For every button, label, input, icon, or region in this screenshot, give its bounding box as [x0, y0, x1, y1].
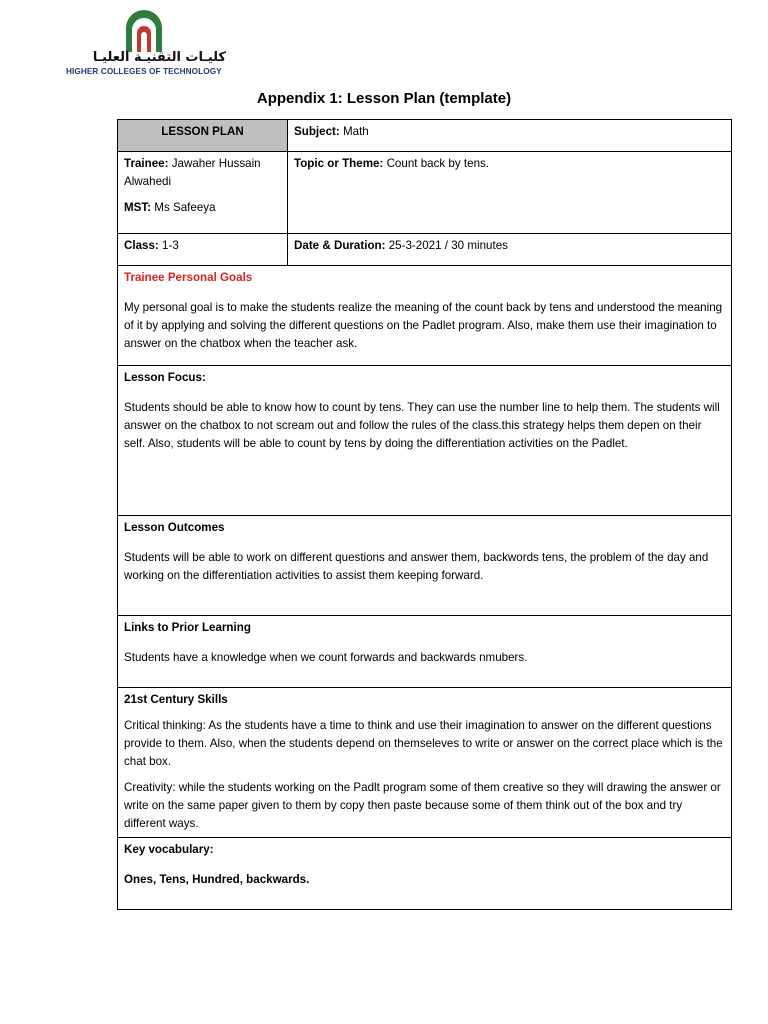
vocabulary-heading: Key vocabulary: — [124, 843, 214, 856]
document-title-text: Appendix 1: Lesson Plan (template) — [256, 90, 512, 107]
vocabulary-row — [118, 838, 732, 910]
header-row-2 — [118, 152, 732, 234]
lesson-focus-heading: Lesson Focus: — [124, 371, 206, 384]
personal-goals-cell — [118, 266, 732, 366]
skills-cell — [118, 688, 732, 838]
mst-value: Ms Safeeya — [154, 200, 216, 214]
lesson-outcomes-text: Students will be able to work on different questions and answer them, backwords tens, the problem of the day and working on the differentiation activities to assist them keeping forward. — [124, 550, 709, 582]
header-row-1 — [118, 120, 732, 152]
date-value: 25-3-2021 / 30 minutes — [388, 239, 508, 252]
topic-label: Topic or Theme: — [294, 157, 384, 170]
trainee-value: Jawaher Hussain Alwahedi — [124, 157, 261, 188]
topic-value: Count back by tens. — [386, 157, 490, 170]
class-cell — [118, 234, 288, 266]
prior-learning-text: Students have a knowledge when we count forwards and backwards nmubers. — [124, 650, 528, 664]
trainee-label: Trainee: — [124, 157, 169, 170]
lesson-focus-text: Students should be able to know how to count by tens. They can use the number line to help them. The students will answer on the chatbox to not scream out and follow the rules of the class.this strategy helps them depen on their self. Also, students will be able to count by tens by doing the differentiation activities on the Padlet. — [124, 400, 720, 450]
personal-goals-text: My personal goal is to make the students realize the meaning of the count back by tens and understood the meaning of it by applying and solving the different questions on the Padlet program. Also, make them use their imagination to answer on the chatbox when the teacher ask. — [124, 300, 723, 350]
mst-label: MST: — [124, 200, 152, 214]
subject-label: Subject: — [294, 125, 340, 138]
date-cell — [288, 234, 732, 266]
lesson-outcomes-cell — [118, 516, 732, 616]
subject-value: Math — [342, 125, 369, 138]
prior-learning-row — [118, 616, 732, 688]
vocabulary-cell — [118, 838, 732, 910]
trainee-cell — [118, 152, 288, 234]
subject-cell — [288, 120, 732, 152]
vocabulary-text: Ones, Tens, Hundred, backwards. — [124, 872, 310, 886]
skills-creativity-text: Creativity: while the students working on the Padlt program some of them creative so they will drawing the answer or write on the same paper given to them by copy then paste because some of them think out of the box and try different ways. — [124, 780, 721, 830]
hct-emblem-icon — [120, 6, 168, 54]
skills-critical-text: Critical thinking: As the students have a time to think and use their imagination to answer on the different questions provide to them. Also, when the students depend on themseleves to write or answer on the correct place which is the chat box. — [124, 718, 723, 768]
prior-learning-heading: Links to Prior Learning — [124, 621, 251, 634]
personal-goals-heading: Trainee Personal Goals — [124, 271, 253, 284]
lesson-outcomes-heading: Lesson Outcomes — [124, 521, 225, 534]
header-row-3 — [118, 234, 732, 266]
lesson-focus-row — [118, 366, 732, 516]
lesson-focus-cell — [118, 366, 732, 516]
topic-cell — [288, 152, 732, 234]
skills-heading: 21st Century Skills — [124, 693, 228, 706]
logo-english-text: HIGHER COLLEGES OF TECHNOLOGY — [66, 67, 222, 76]
logo-arabic-text: كليـات التقنيـة العليـا — [92, 50, 226, 65]
skills-row — [118, 688, 732, 838]
lesson-outcomes-row — [118, 516, 732, 616]
document-title — [0, 90, 768, 107]
personal-goals-row — [118, 266, 732, 366]
class-label: Class: — [124, 239, 159, 252]
prior-learning-cell — [118, 616, 732, 688]
lesson-plan-label: LESSON PLAN — [118, 120, 288, 152]
date-label: Date & Duration: — [294, 239, 386, 252]
class-value: 1-3 — [162, 239, 179, 252]
lesson-plan-table — [117, 119, 732, 910]
hct-logo — [62, 6, 232, 76]
